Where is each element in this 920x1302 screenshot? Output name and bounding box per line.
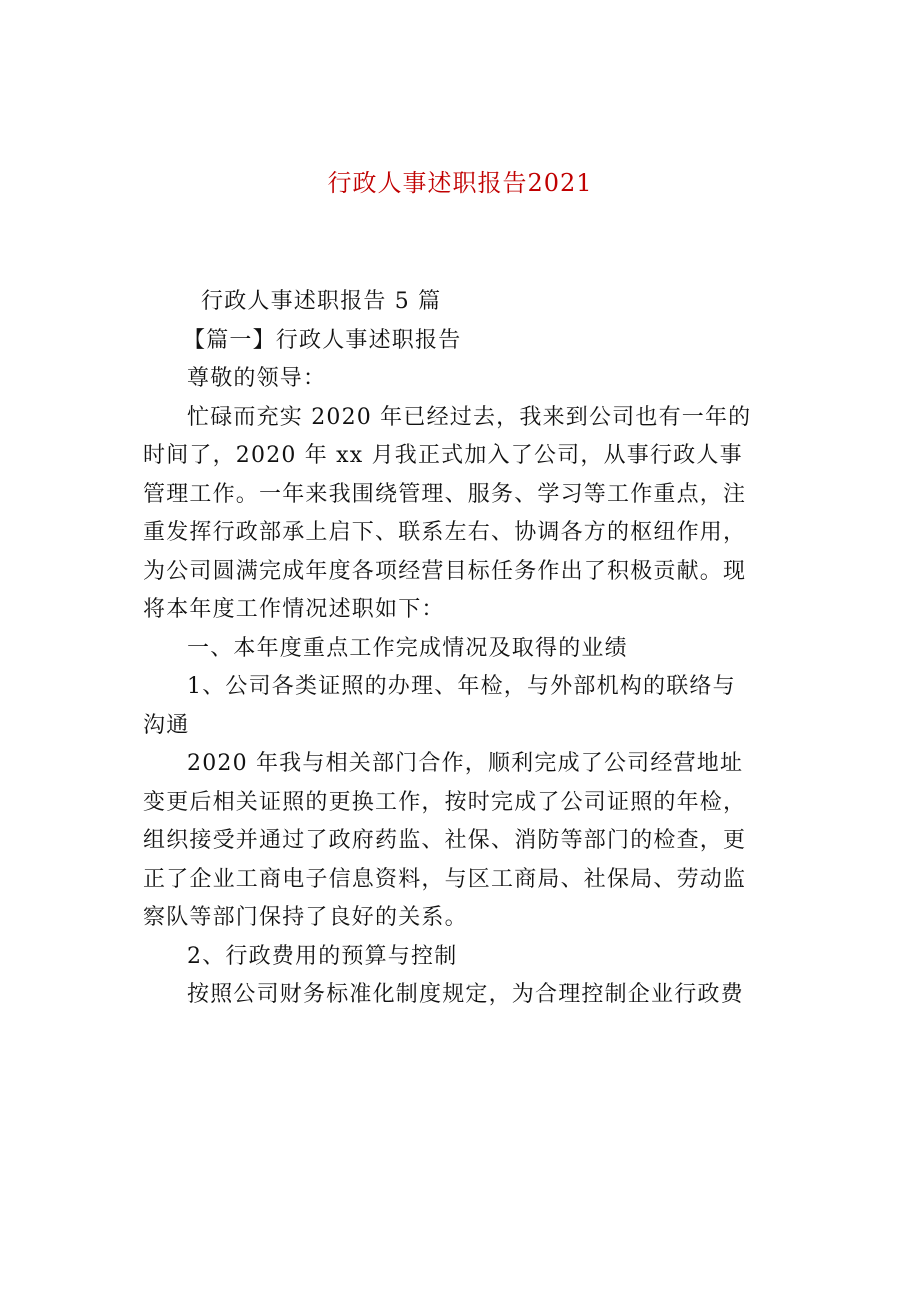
paragraph-line: 2020 年我与相关部门合作，顺利完成了公司经营地址 <box>187 751 744 776</box>
paragraph-line: 重发挥行政部承上启下、联系左右、协调各方的枢纽作用， <box>143 520 747 545</box>
paragraph-line: 忙碌而充实 2020 年已经过去，我来到公司也有一年的 <box>187 404 752 430</box>
paragraph-line: 察队等部门保持了良好的关系。 <box>143 905 468 930</box>
document-title: 行政人事述职报告2021 <box>327 169 593 197</box>
subsection-heading: 1、公司各类证照的办理、年检，与外部机构的联络与 <box>187 674 736 699</box>
paragraph-line: 组织接受并通过了政府药监、社保、消防等部门的检查，更 <box>143 828 747 853</box>
document-body <box>143 283 793 1015</box>
salutation: 尊敬的领导： <box>187 366 327 391</box>
paragraph-line: 时间了，2020 年 xx 月我正式加入了公司，从事行政人事 <box>143 443 743 468</box>
paragraph-line: 正了企业工商电子信息资料，与区工商局、社保局、劳动监 <box>143 866 747 892</box>
section-heading: 【篇一】行政人事述职报告 <box>183 327 462 353</box>
paragraph-line: 将本年度工作情况述职如下： <box>143 597 445 622</box>
paragraph-line: 按照公司财务标准化制度规定，为合理控制企业行政费 <box>187 982 744 1007</box>
paragraph-line: 管理工作。一年来我围绕管理、服务、学习等工作重点，注 <box>143 481 747 507</box>
subsection-heading-continuation: 沟通 <box>143 712 190 738</box>
paragraph-line: 为公司圆满完成年度各项经营目标任务作出了积极贡献。现 <box>143 558 747 584</box>
subsection-heading: 2、行政费用的预算与控制 <box>187 943 458 969</box>
section-heading: 一、本年度重点工作完成情况及取得的业绩 <box>187 635 628 661</box>
paragraph-line: 变更后相关证照的更换工作，按时完成了公司证照的年检， <box>143 789 747 815</box>
subtitle-line: 行政人事述职报告 5 篇 <box>201 289 442 314</box>
